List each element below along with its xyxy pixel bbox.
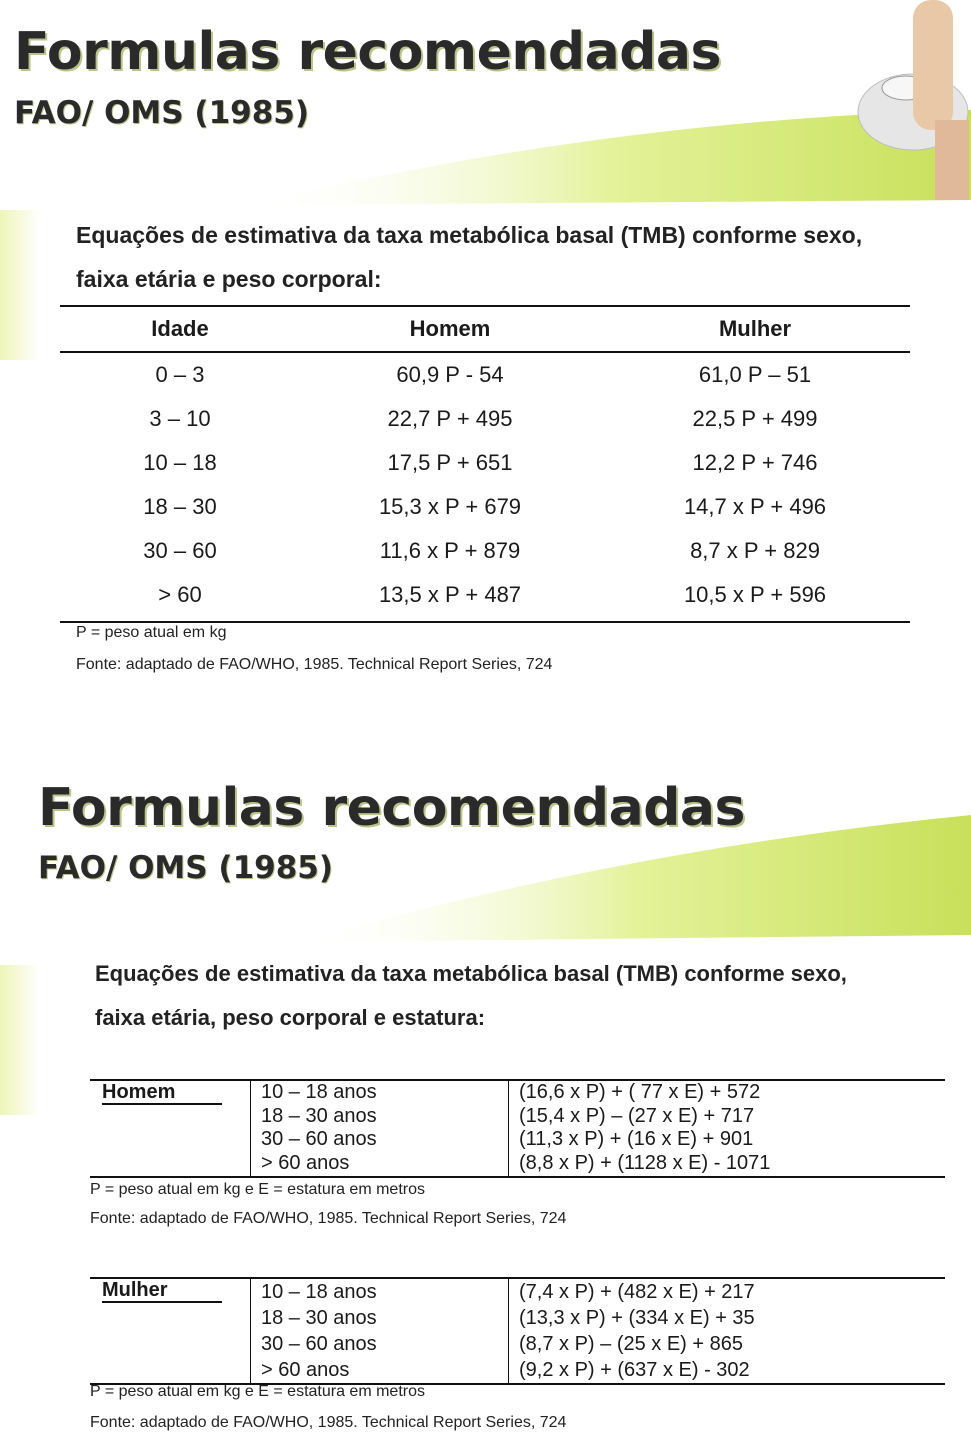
cell-men: 13,5 x P + 487: [378, 582, 522, 607]
cell-age: > 60: [158, 582, 202, 607]
equation: (13,3 x P) + (334 x E) + 35: [519, 1307, 755, 1329]
table-footnote: P = peso atual em kg: [76, 624, 227, 641]
cell-age: 10 – 18: [143, 450, 217, 475]
equation: (8,8 x P) + (1128 x E) - 1071: [519, 1151, 771, 1174]
cell-age: 3 – 10: [149, 406, 211, 431]
intro-text: [95, 952, 847, 1040]
table-row: [60, 573, 910, 617]
tmb-table-women: [90, 1277, 945, 1385]
table-row: [60, 485, 910, 529]
table-row: [60, 441, 910, 485]
men-footnote: P = peso atual em kg e E = estatura em metros: [90, 1181, 425, 1198]
women-source: Fonte: adaptado de FAO/WHO, 1985. Technical Report Series, 724: [90, 1414, 567, 1431]
age-range: > 60 anos: [261, 1359, 350, 1381]
page-title: Formulas recomendadas: [38, 778, 745, 838]
page-subtitle: FAO/ OMS (1985): [38, 850, 334, 886]
cell-men: 15,3 x P + 679: [378, 494, 522, 519]
header-mulher: Mulher: [718, 316, 792, 341]
cell-women: 12,2 P + 746: [692, 450, 818, 475]
cell-women: 8,7 x P + 829: [690, 538, 820, 563]
bathroom-scale-image: [851, 0, 971, 200]
age-range: 30 – 60 anos: [261, 1128, 377, 1150]
table-source: Fonte: adaptado de FAO/WHO, 1985. Technical Report Series, 724: [76, 656, 553, 673]
intro-line-1: Equações de estimativa da taxa metabólica basal (TMB) conforme sexo,: [95, 961, 847, 986]
equation: (7,4 x P) + (482 x E) + 217: [519, 1281, 755, 1303]
women-age-column: [250, 1279, 508, 1383]
table-row: [60, 353, 910, 397]
equation: (16,6 x P) + ( 77 x E) + 572: [519, 1081, 761, 1103]
cell-men: 22,7 P + 495: [387, 406, 513, 431]
age-range: > 60 anos: [261, 1151, 350, 1174]
women-label: Mulher: [102, 1279, 222, 1303]
cell-women: 14,7 x P + 496: [683, 494, 827, 519]
equation: (15,4 x P) – (27 x E) + 717: [519, 1104, 755, 1127]
intro-line-2: faixa etária e peso corporal:: [76, 266, 382, 292]
intro-text: [76, 213, 862, 301]
cell-age: 0 – 3: [155, 362, 205, 387]
age-range: 30 – 60 anos: [261, 1333, 377, 1355]
equation: (9,2 x P) + (637 x E) - 302: [519, 1359, 750, 1381]
men-age-column: [250, 1081, 508, 1176]
tmb-table-men: [90, 1079, 945, 1178]
cell-men: 11,6 x P + 879: [379, 538, 521, 563]
side-accent-bar: [0, 965, 40, 1115]
men-source: Fonte: adaptado de FAO/WHO, 1985. Technical Report Series, 724: [90, 1210, 567, 1227]
cell-men: 17,5 P + 651: [387, 450, 513, 475]
slide-1: [0, 0, 971, 720]
header-idade: Idade: [151, 316, 209, 341]
age-range: 18 – 30 anos: [261, 1307, 377, 1329]
page-subtitle: FAO/ OMS (1985): [14, 95, 310, 131]
header-homem: Homem: [409, 316, 491, 341]
cell-women: 61,0 P – 51: [698, 362, 812, 387]
equation: (8,7 x P) – (25 x E) + 865: [519, 1333, 743, 1355]
tmb-table-weight: [60, 305, 910, 623]
intro-line-2: faixa etária, peso corporal e estatura:: [95, 1005, 486, 1030]
slide-2: [0, 760, 971, 1455]
men-equation-column: [508, 1081, 945, 1176]
side-accent-bar: [0, 210, 40, 360]
table-row: [60, 397, 910, 441]
intro-line-1: Equações de estimativa da taxa metabólica basal (TMB) conforme sexo,: [76, 222, 863, 248]
equation: (11,3 x P) + (16 x E) + 901: [519, 1128, 754, 1150]
cell-women: 10,5 x P + 596: [683, 582, 827, 607]
page-title: Formulas recomendadas: [14, 22, 721, 82]
women-footnote: P = peso atual em kg e E = estatura em metros: [90, 1383, 425, 1400]
table-row: [60, 529, 910, 573]
table-header-row: [60, 307, 910, 351]
men-label: Homem: [102, 1081, 222, 1105]
age-range: 18 – 30 anos: [261, 1104, 377, 1127]
age-range: 10 – 18 anos: [261, 1281, 377, 1303]
cell-age: 18 – 30: [143, 494, 217, 519]
cell-women: 22,5 P + 499: [692, 406, 818, 431]
women-equation-column: [508, 1279, 945, 1383]
age-range: 10 – 18 anos: [261, 1081, 377, 1103]
cell-men: 60,9 P - 54: [396, 362, 504, 387]
cell-age: 30 – 60: [143, 538, 217, 563]
